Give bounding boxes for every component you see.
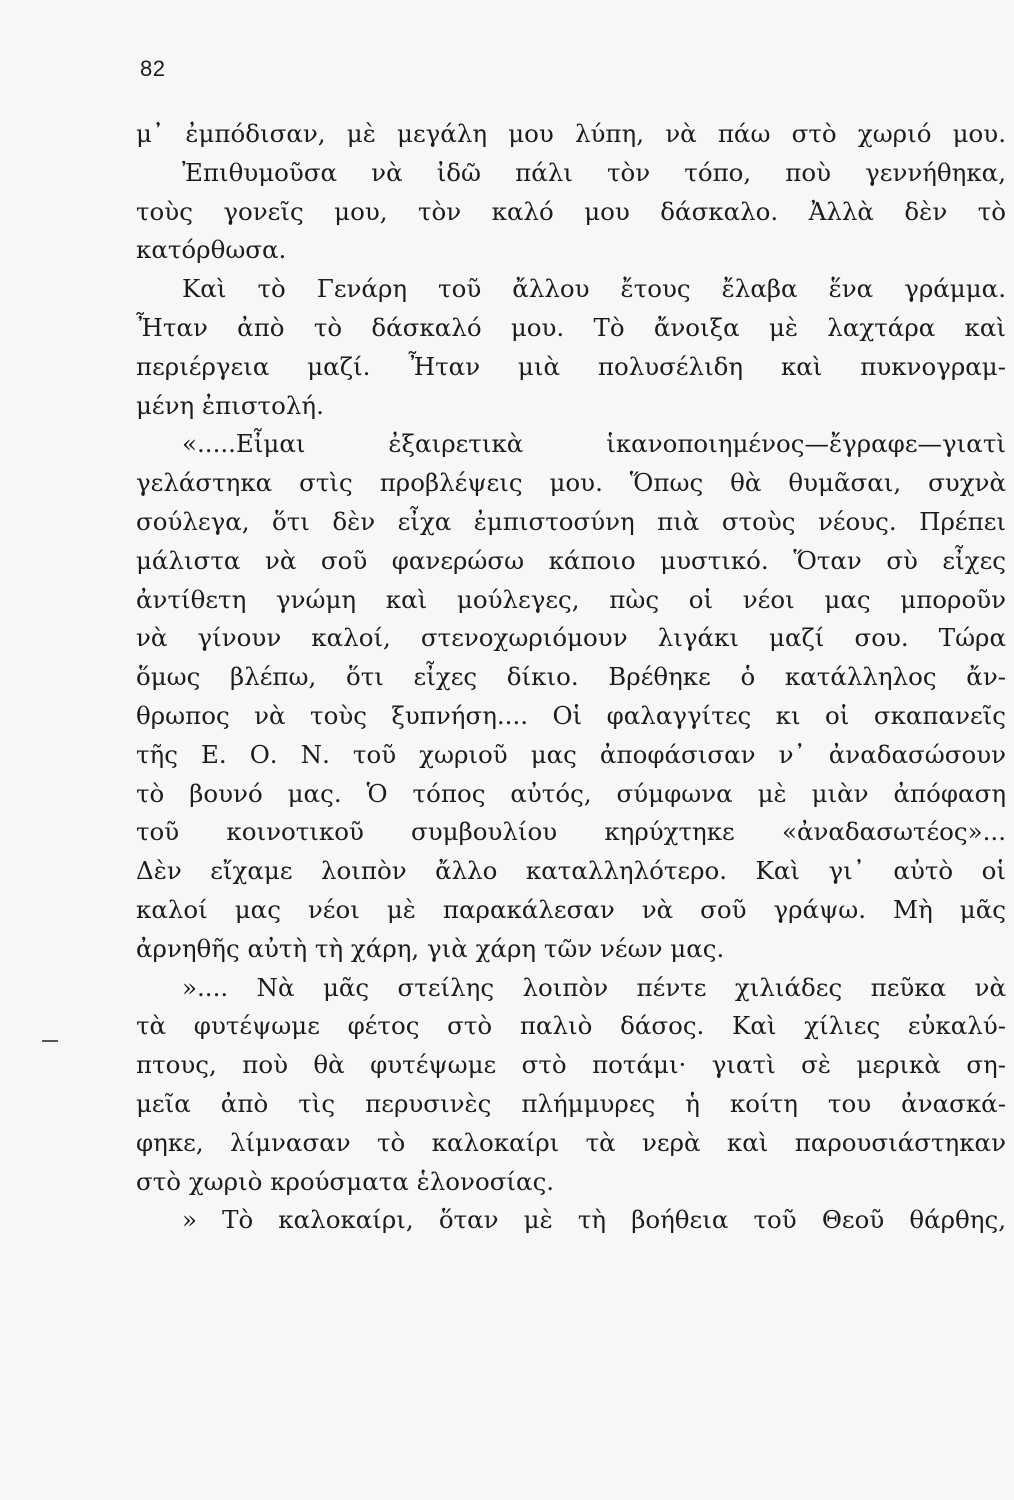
text-line: κατόρθωσα. (136, 235, 287, 265)
text-line: μένη ἐπιστολή. (136, 390, 324, 420)
body-text (136, 115, 1006, 1240)
text-line: τῆς Ε. Ο. Ν. τοῦ χωριοῦ μας ἀποφάσισαν ν᾽ ἀναδασώσουν (136, 739, 1006, 769)
text-line: σούλεγα, ὅτι δὲν εἶχα ἐμπιστοσύνη πιὰ στοὺς νέους. Πρέπει (136, 506, 1006, 536)
text-line: φηκε, λίμνασαν τὸ καλοκαίρι τὰ νερὰ καὶ παρουσιάστηκαν (136, 1127, 1006, 1157)
text-line: ἀντίθετη γνώμη καὶ μούλεγες, πὼς οἱ νέοι μας μποροῦν (136, 584, 1006, 614)
text-line: τὸ βουνό μας. Ὁ τόπος αὐτός, σύμφωνα μὲ μιὰν ἀπόφαση (136, 778, 1006, 808)
margin-mark (42, 1040, 58, 1042)
text-line: νὰ γίνουν καλοί, στενοχωριόμουν λιγάκι μαζί σου. Τώρα (136, 623, 1006, 653)
text-line: ὅμως βλέπω, ὅτι εἶχες δίκιο. Βρέθηκε ὁ κατάλληλος ἄν- (136, 662, 1006, 692)
page-number: 82 (140, 56, 166, 81)
text-line: μεῖα ἀπὸ τὶς περυσινὲς πλήμμυρες ἡ κοίτη του ἀνασκά- (136, 1088, 1006, 1118)
text-line: τοῦ κοινοτικοῦ συμβουλίου κηρύχτηκε «ἀναδασωτέος»... (136, 817, 1006, 847)
text-line: γελάστηκα στὶς προβλέψεις μου. Ὅπως θὰ θυμᾶσαι, συχνὰ (136, 468, 1006, 498)
text-line: ».... Νὰ μᾶς στείλης λοιπὸν πέντε χιλιάδες πεῦκα νὰ (182, 972, 1006, 1002)
text-line: Ἐπιθυμοῦσα νὰ ἰδῶ πάλι τὸν τόπο, ποὺ γεννήθηκα, (182, 157, 1006, 187)
text-line: Καὶ τὸ Γενάρη τοῦ ἄλλου ἔτους ἔλαβα ἕνα γράμμα. (182, 274, 1006, 304)
text-line: καλοί μας νέοι μὲ παρακάλεσαν νὰ σοῦ γράψω. Μὴ μᾶς (136, 894, 1006, 924)
text-line: στὸ χωριὸ κρούσματα ἑλονοσίας. (136, 1166, 555, 1196)
text-line: τὰ φυτέψωμε φέτος στὸ παλιὸ δάσος. Καὶ χίλιες εὐκαλύ- (136, 1011, 1006, 1041)
text-line: » Τὸ καλοκαίρι, ὅταν μὲ τὴ βοήθεια τοῦ Θεοῦ θάρθης, (182, 1205, 1006, 1235)
text-line: «.....Εἶμαι ἐξαιρετικὰ ἱκανοποιημένος—ἔγραφε—γιατὶ (182, 429, 1006, 459)
text-line: Ἦταν ἀπὸ τὸ δάσκαλό μου. Τὸ ἄνοιξα μὲ λαχτάρα καὶ (136, 312, 1006, 342)
text-line: μ᾽ ἐμπόδισαν, μὲ μεγάλη μου λύπη, νὰ πάω στὸ χωριό μου. (136, 119, 1006, 148)
text-line: θρωπος νὰ τοὺς ξυπνήση.... Οἱ φαλαγγίτες κι οἱ σκαπανεῖς (136, 700, 1006, 730)
text-line: περιέργεια μαζί. Ἦταν μιὰ πολυσέλιδη καὶ πυκνογραμ- (136, 351, 1006, 381)
text-line: ἀρνηθῆς αὐτὴ τὴ χάρη, γιὰ χάρη τῶν νέων μας. (136, 933, 725, 963)
text-line: μάλιστα νὰ σοῦ φανερώσω κάποιο μυστικό. Ὅταν σὺ εἶχες (136, 545, 1006, 575)
text-line: Δὲν εἴχαμε λοιπὸν ἄλλο καταλληλότερο. Καὶ γι᾽ αὐτὸ οἱ (136, 856, 1006, 886)
text-line: τοὺς γονεῖς μου, τὸν καλό μου δάσκαλο. Ἀλλὰ δὲν τὸ (136, 196, 1006, 226)
text-line: πτους, ποὺ θὰ φυτέψωμε στὸ ποτάμι· γιατὶ σὲ μερικὰ ση- (136, 1050, 1006, 1080)
